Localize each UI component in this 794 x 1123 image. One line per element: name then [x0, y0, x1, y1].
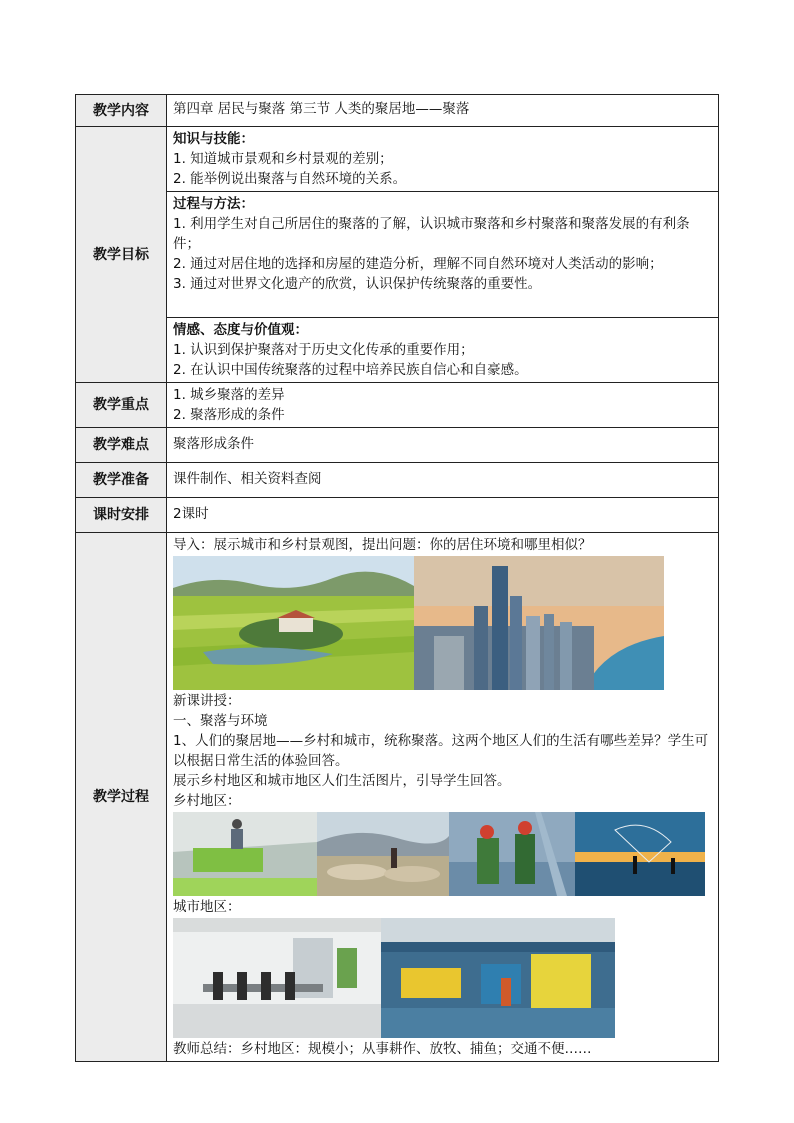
- row-goals-emotion: [76, 318, 719, 383]
- knowledge-item: 1. 知道城市景观和乡村景观的差别；: [173, 151, 393, 167]
- difficulty-text: 聚落形成条件: [167, 428, 719, 463]
- label-difficulty: [76, 428, 167, 463]
- herding-image: [317, 812, 449, 896]
- row-preparation: [76, 463, 719, 498]
- goals-process: [167, 192, 719, 318]
- knowledge-heading: 知识与技能：: [173, 131, 254, 147]
- city-skyline-image: [414, 556, 664, 690]
- label-process: [76, 533, 167, 1062]
- process-heading: 过程与方法：: [173, 196, 254, 212]
- lesson-plan-table: [75, 94, 719, 1062]
- process-cell: [167, 533, 719, 1062]
- preparation-text: 课件制作、相关资料查阅: [167, 463, 719, 498]
- show-text: 展示乡村地区和城市地区人们生活图片，引导学生回答。: [173, 773, 511, 789]
- row-difficulty: [76, 428, 719, 463]
- rural-label: 乡村地区：: [173, 793, 241, 809]
- new-lesson-text: 新课讲授：: [173, 693, 241, 709]
- row-goals-knowledge: [76, 127, 719, 192]
- label-text: 教学难点: [93, 437, 149, 453]
- row-goals-process: [76, 192, 719, 318]
- key-point-item: 1. 城乡聚落的差异: [173, 387, 285, 403]
- process-item: 1. 利用学生对自己所居住的聚落的了解，认识城市聚落和乡村聚落和聚落发展的有利条件；: [173, 216, 690, 252]
- net-fishing-image: [575, 812, 705, 896]
- process-item: 2. 通过对居住地的选择和房屋的建造分析，理解不同自然环境对人类活动的影响；: [173, 256, 663, 272]
- label-schedule: [76, 498, 167, 533]
- rice-planting-image: [173, 812, 317, 896]
- rural-life-images: [173, 812, 712, 896]
- knowledge-item: 2. 能举例说出聚落与自然环境的关系。: [173, 171, 407, 187]
- row-process: [76, 533, 719, 1062]
- process-item: 3. 通过对世界文化遗产的欣赏，认识保护传统聚落的重要性。: [173, 276, 542, 292]
- intro-text: 导入：展示城市和乡村景观图，提出问题：你的居住环境和哪里相似？: [173, 537, 592, 553]
- row-key-points: [76, 383, 719, 428]
- row-content: [76, 95, 719, 127]
- emotion-item: 2. 在认识中国传统聚落的过程中培养民族自信心和自豪感。: [173, 362, 528, 378]
- urban-label: 城市地区：: [173, 899, 241, 915]
- office-image: [173, 918, 381, 1038]
- summary-text: 教师总结：乡村地区：规模小；从事耕作、放牧、捕鱼；交通不便……: [173, 1041, 592, 1057]
- label-text: 教学内容: [93, 102, 149, 119]
- label-key-points: [76, 383, 167, 428]
- row-schedule: [76, 498, 719, 533]
- schedule-text: 2课时: [167, 498, 719, 533]
- content-text: 第四章 居民与聚落 第三节 人类的聚居地——聚落: [167, 95, 719, 127]
- fishing-image: [449, 812, 575, 896]
- label-text: 教学准备: [93, 472, 149, 488]
- emotion-heading: 情感、态度与价值观：: [173, 322, 308, 338]
- label-text: 教学过程: [93, 789, 149, 805]
- key-point-item: 2. 聚落形成的条件: [173, 407, 285, 423]
- label-text: 课时安排: [93, 507, 149, 523]
- factory-image: [381, 918, 615, 1038]
- rural-landscape-image: [173, 556, 414, 690]
- label-goals: [76, 127, 167, 383]
- emotion-item: 1. 认识到保护聚落对于历史文化传承的重要作用；: [173, 342, 474, 358]
- label-text: 教学目标: [93, 246, 149, 263]
- key-points: [167, 383, 719, 428]
- label-preparation: [76, 463, 167, 498]
- urban-life-images: [173, 918, 712, 1038]
- label-text: 教学重点: [93, 397, 149, 413]
- goals-emotion: [167, 318, 719, 383]
- point-text: 1、人们的聚居地——乡村和城市，统称聚落。这两个地区人们的生活有哪些差异？学生可以根据日常生活的体验回答。: [173, 733, 709, 769]
- label-content: [76, 95, 167, 127]
- landscape-images: [173, 556, 712, 690]
- section-heading: 一、聚落与环境: [173, 713, 268, 729]
- goals-knowledge: [167, 127, 719, 192]
